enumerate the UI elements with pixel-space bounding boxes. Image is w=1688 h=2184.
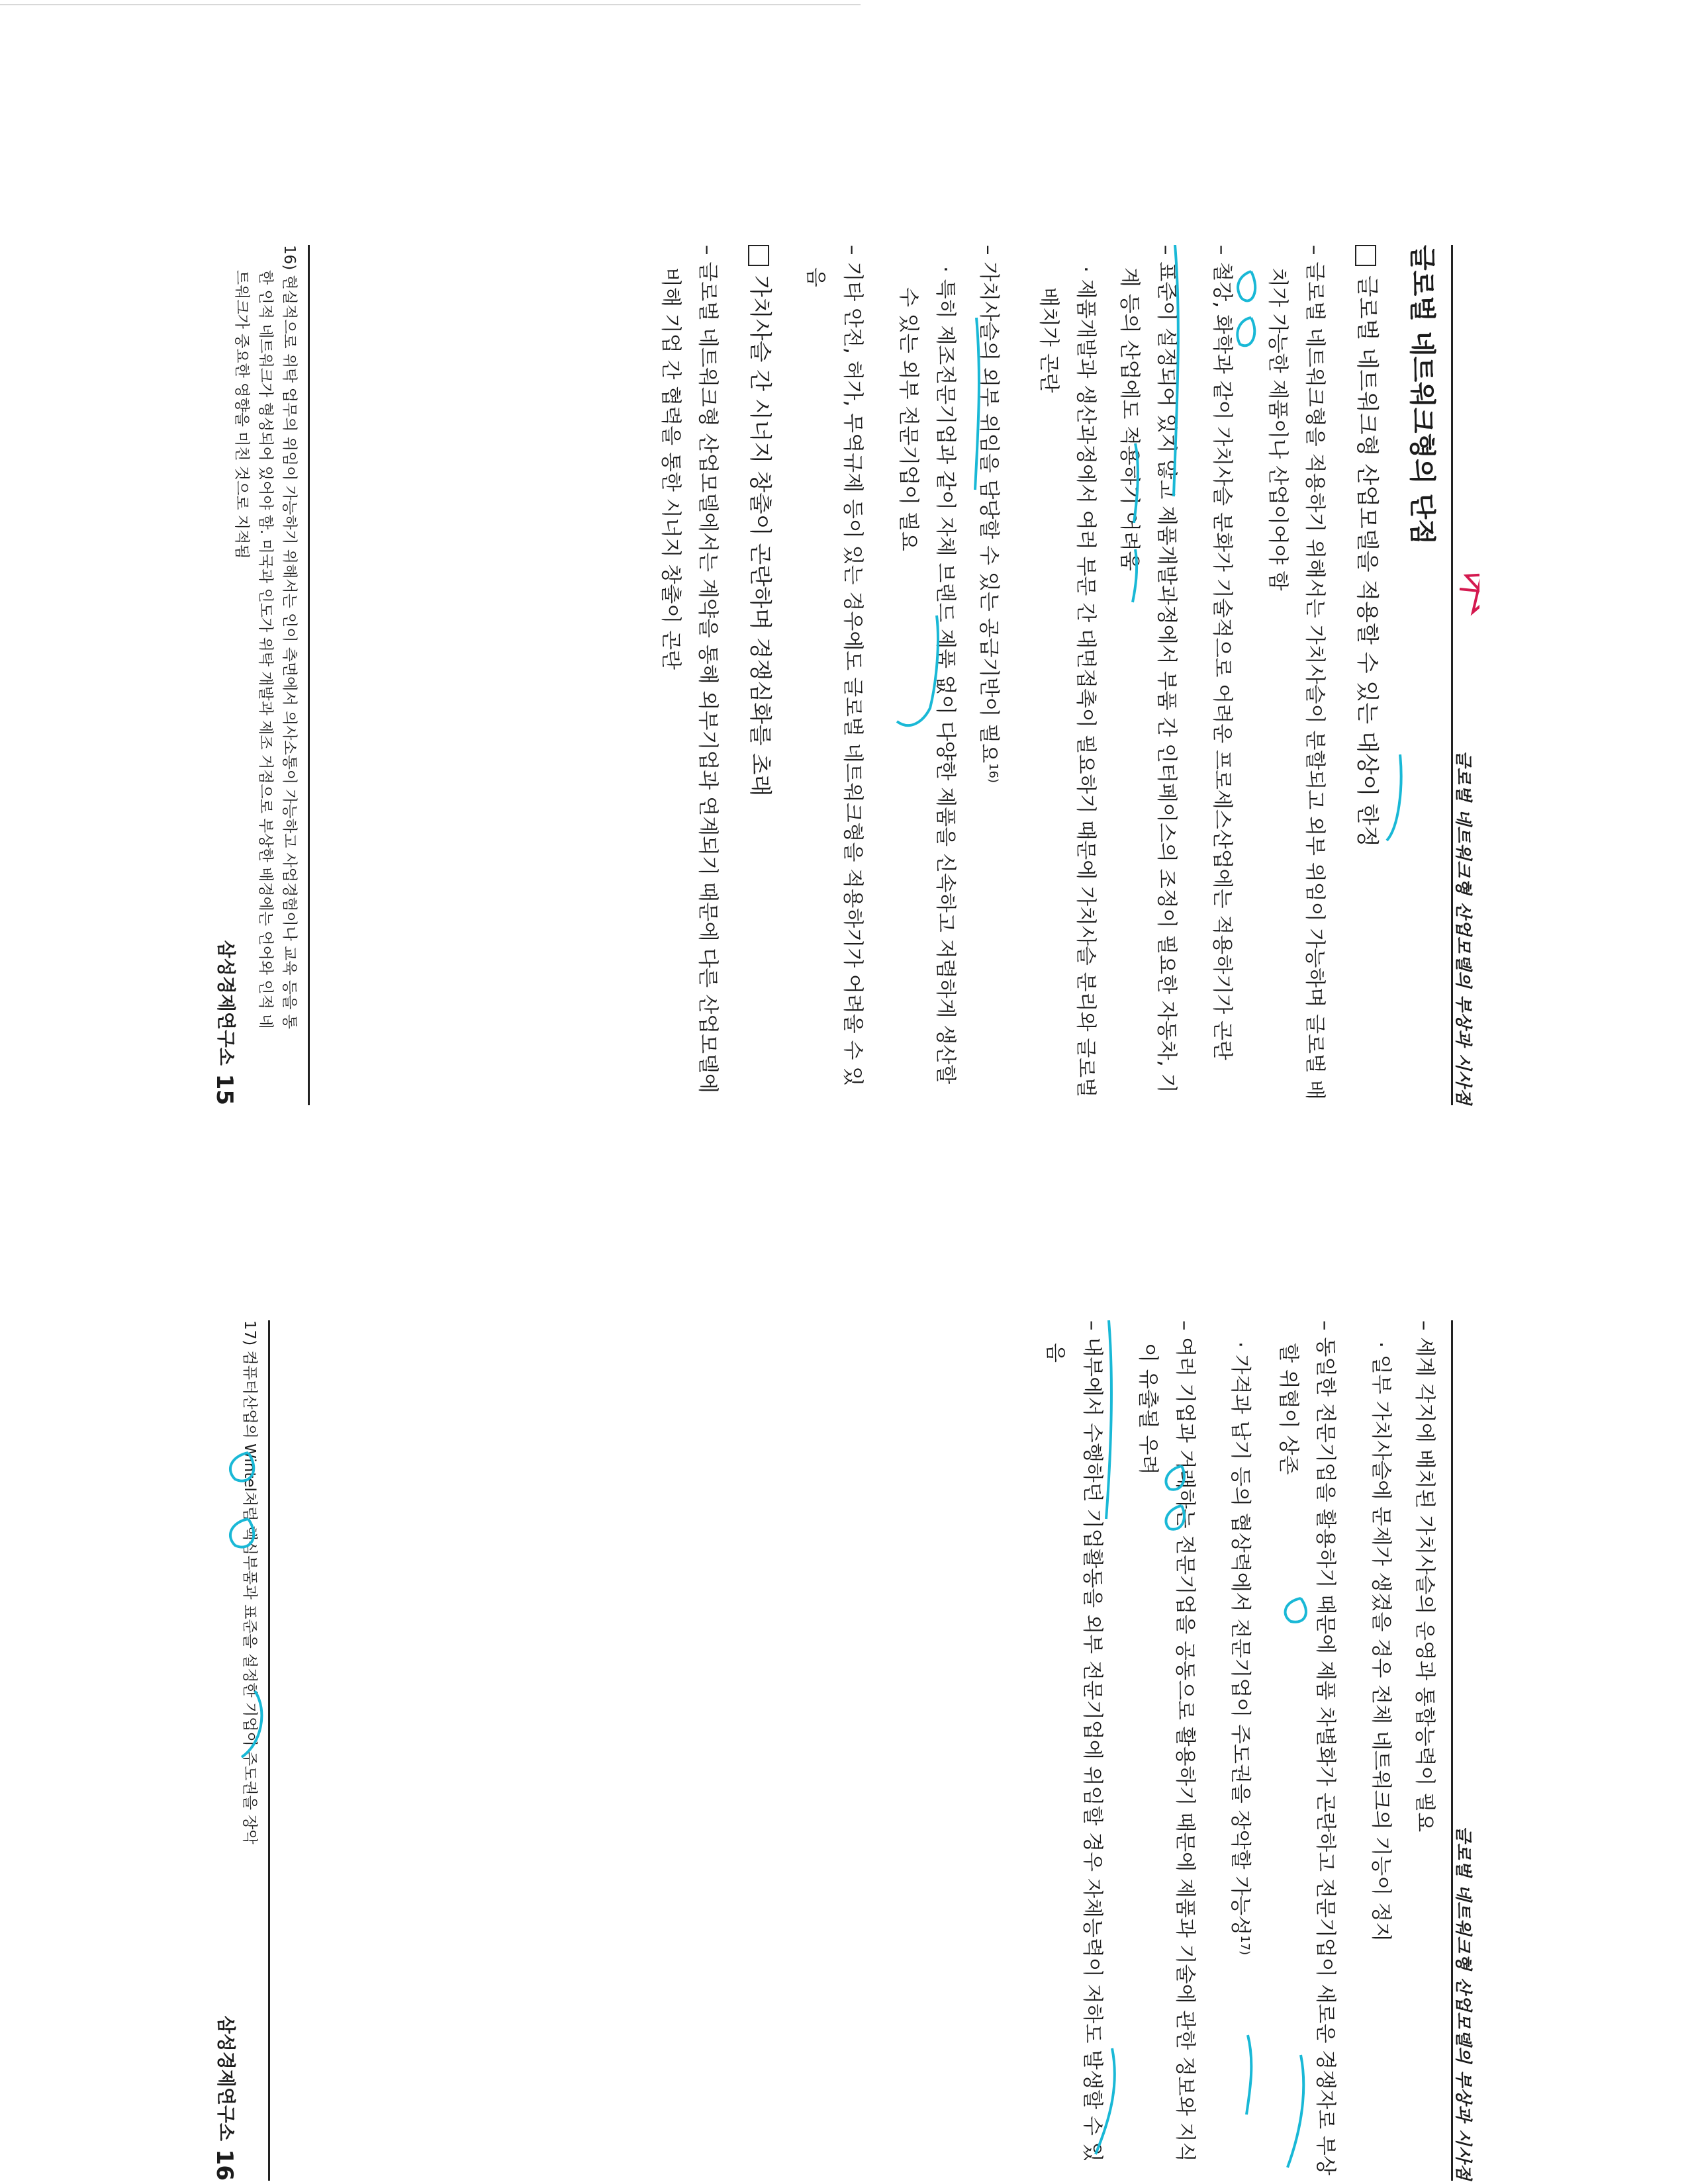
dash-item: – 가치사슬의 외부 위임을 담당할 수 있는 공급기반이 필요$^{16)}$ [976,245,1001,784]
page-number: 16 [211,2149,238,2181]
dash-item-text: 글로벌 네트워크형을 적용하기 위해서는 가치사슬이 분할되고 외부 위임이 가능하며 글로벌 배치가 가능한 제품이나 산업이어야 함 [1266,261,1327,1100]
bullet-item: · 특히 제조전문기업과 같이 자체 브랜드 제품 없이 다양한 제품을 신속하고 저렴하게 생산할 수 있는 외부 전문기업이 필요 [896,266,957,1085]
dash-item-text: 표준이 설정되어 있지 않고 제품개발과정에서 부품 간 인터페이스의 조정이 필요한 자동차, 기계 등의 산업에도 적용하기 어려움 [1117,261,1178,1093]
running-header [1451,1320,1479,2181]
scan-top-line [0,4,861,5]
dash-item: – 글로벌 네트워크형을 적용하기 위해서는 가치사슬이 분할되고 외부 위임이 가능하며 글로벌 배치가 가능한 제품이나 산업이어야 함 [1266,245,1327,1100]
page-footer [209,245,310,1105]
page-15-body [633,245,1443,1105]
bullet-item-text: 일부 가치사슬에 문제가 생겼을 경우 전체 네트워크의 기능이 정지 [1369,1354,1393,1942]
org-name: 삼성경제연구소 [215,2015,237,2141]
dash-item-text: 동일한 전문기업을 활용하기 때문에 제품 차별화가 곤란하고 전문기업이 새로운 경쟁자로 부상할 위협이 상존 [1276,1337,1337,2175]
dash-item-text: 기타 안전, 허가, 무역규제 등이 있는 경우에도 글로벌 네트워크형을 적용하기가 어려울 수 있음 [803,261,865,1087]
dash-item: – 세계 각지에 배치된 가치사슬의 운영과 통합능력이 필요 [1413,1320,1436,1833]
footnote-ref: 16) [986,763,1000,784]
dash-item: – 철강, 화학과 같이 가치사슬 분화가 기술적으로 어려운 프로세스산업에는 적용하기가 곤란 [1210,245,1234,1060]
page-footer [209,1320,270,2181]
dash-item: – 내부에서 수행하던 기업활동을 외부 전문기업에 위임할 경우 자체능력이 저하도 발생할 수 있음 [1043,1320,1104,2162]
dash-item-text: 철강, 화학과 같이 가치사슬 분화가 기술적으로 어려운 프로세스산업에는 적용하기가 곤란 [1210,261,1234,1060]
bullet-item: · 제품개발과 생산과정에서 여러 부문 간 대면접촉이 필요하기 때문에 가치사슬 분리와 글로벌 배치가 곤란 [1037,266,1098,1098]
dash-item: – 여러 기업과 거래하는 전문기업을 공동으로 활용하기 때문에 제품과 기술에 관한 정보와 지식이 유출될 우려 [1135,1320,1197,2162]
dash-item-text: 가치사슬의 외부 위임을 담당할 수 있는 공급기반이 필요 [976,261,1001,764]
footnote: 17) 컴퓨터산업의 Wintel처럼 핵심부품과 표준을 설정한 기업이 주도권을 장악 [241,1320,258,1844]
dash-item-text: 내부에서 수행하던 기업활동을 외부 전문기업에 위임할 경우 자체능력이 저하도 발생할 수 있음 [1043,1337,1104,2162]
dash-item: – 동일한 전문기업을 활용하기 때문에 제품 차별화가 곤란하고 전문기업이 새로운 경쟁자로 부상할 위협이 상존 [1276,1320,1337,2175]
dash-item: – 글로벌 네트워크형 산업모델에서는 계약을 통해 외부기업과 연계되기 때문에 다른 산업모델에 비해 기업 간 협력을 통한 시너지 창출이 곤란 [658,245,720,1093]
bullet-item-text: 특히 제조전문기업과 같이 자체 브랜드 제품 없이 다양한 제품을 신속하고 저렴하게 생산할 수 있는 외부 전문기업이 필요 [896,279,957,1085]
header-title: 글로벌 네트워크형 산업모델의 부상과 시사점 [1453,750,1473,1105]
bullet-item: · 일부 가치사슬에 문제가 생겼을 경우 전체 네트워크의 기능이 정지 [1369,1342,1393,1942]
footnote: 16) 현실적으로 위탁 업무의 위임이 가능하기 위해서는 인이 측면에서 의사소통이 가능하고 사업경험이나 교육 등을 통한 인적 네트워크가 형성되어 있어야 함. 미국과 인도가 위탁 개발과 제조 거점으로 부상한 배경에는 언어와 인적 네트워크가 중요한 영향을 미친 것으로 지적됨 [233,245,298,1029]
box-heading-2 [746,245,778,1105]
box-heading-1-text: 글로벌 네트워크형 산업모델을 적용할 수 있는 대상이 한정 [1354,275,1380,847]
footnote-ref: 17) [1238,1935,1252,1956]
page-16 [209,1320,1479,2181]
org-name: 삼성경제연구소 [215,940,237,1066]
dash-item-text: 세계 각지에 배치된 가치사슬의 운영과 통합능력이 필요 [1413,1337,1436,1833]
box-heading-1 [1353,245,1385,1105]
checkbox-square-icon [1356,245,1377,266]
page-16-body [1018,1320,1443,2181]
dash-item-text: 글로벌 네트워크형 산업모델에서는 계약을 통해 외부기업과 연계되기 때문에 다른 산업모델에 비해 기업 간 협력을 통한 시너지 창출이 곤란 [658,261,720,1093]
bullet-item-text: 가격과 납기 등의 협상력에서 전문기업이 주도권을 장악할 가능성 [1228,1354,1252,1936]
page-number: 15 [211,1073,238,1105]
dash-item: – 기타 안전, 허가, 무역규제 등이 있는 경우에도 글로벌 네트워크형을 적용하기가 어려울 수 있음 [803,245,865,1087]
dash-item: – 표준이 설정되어 있지 않고 제품개발과정에서 부품 간 인터페이스의 조정이 필요한 자동차, 기계 등의 산업에도 적용하기 어려움 [1117,245,1178,1093]
checkbox-square-icon [748,245,769,266]
dash-item-text: 여러 기업과 거래하는 전문기업을 공동으로 활용하기 때문에 제품과 기술에 관한 정보와 지식이 유출될 우려 [1135,1337,1197,2162]
header-title: 글로벌 네트워크형 산업모델의 부상과 시사점 [1453,1825,1473,2181]
running-header [1451,245,1479,1105]
box-heading-2-text: 가치사슬 간 시너지 창출이 곤란하며 경쟁심화를 초래 [746,275,773,797]
bullet-item: · 가격과 납기 등의 협상력에서 전문기업이 주도권을 장악할 가능성$^{17)}$ [1228,1342,1252,1956]
page-15 [209,245,1479,1105]
section-title: 글로벌 네트워크형의 단점 [1407,245,1437,545]
bullet-item-text: 제품개발과 생산과정에서 여러 부문 간 대면접촉이 필요하기 때문에 가치사슬 분리와 글로벌 배치가 곤란 [1037,279,1098,1098]
